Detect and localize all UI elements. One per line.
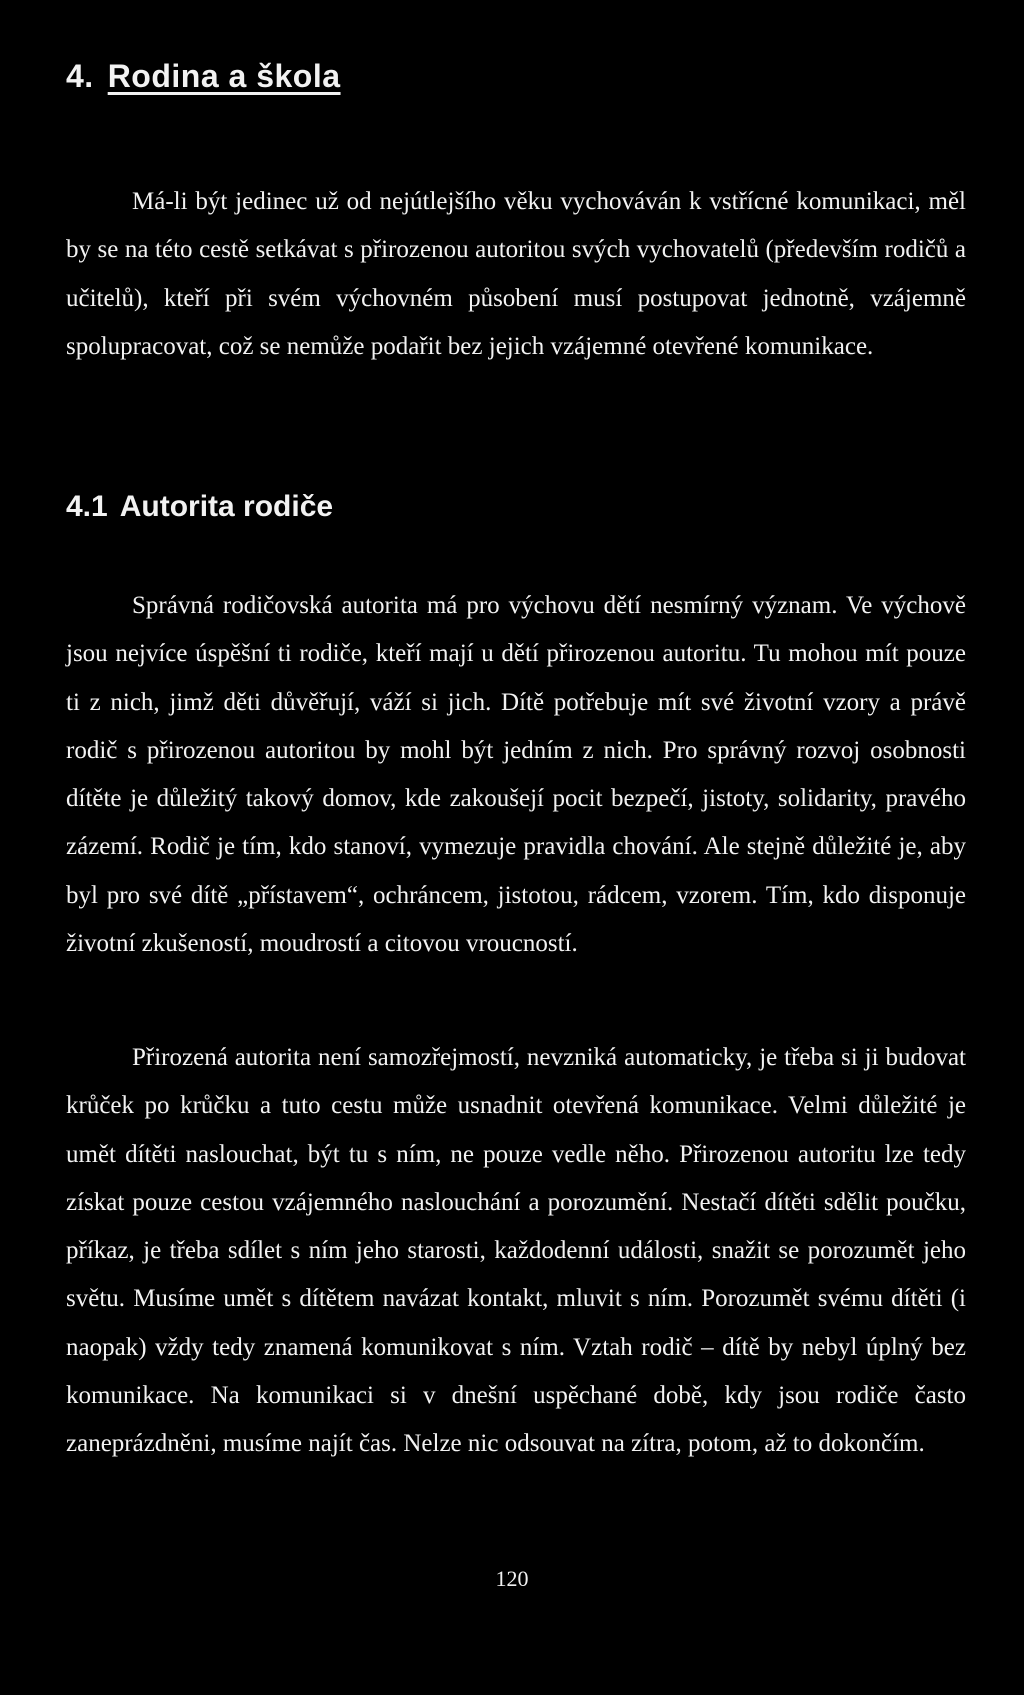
section-number: 4.1 (66, 490, 108, 523)
chapter-intro-paragraph: Má-li být jedinec už od nejútlejšího věku vychováván k vstřícné komunikaci, měl by se na této cestě setkávat s přirozenou autoritou svých vychovatelů (především rodičů a učitelů), kteří při svém výchovném působení musí postupovat jednotně, vzájemně spolupracovat, což se nemůže podařit bez jejich vzájemné otevřené komunikace. (66, 188, 966, 360)
section-paragraph-1: Správná rodičovská autorita má pro výchovu dětí nesmírný význam. Ve výchově jsou nejvíce úspěšní ti rodiče, kteří mají u dětí přirozenou autoritu. Tu mohou mít pouze ti z nich, jimž děti důvěřují, váží si jich. Dítě potřebuje mít své životní vzory a právě rodič s přirozenou autoritou by mohl být jedním z nich. Pro správný rozvoj osobnosti dítěte je důležitý takový domov, kde zakoušejí pocit bezpečí, jistoty, solidarity, pravého zázemí. Rodič je tím, kdo stanoví, vymezuje pravidla chování. Ale stejně důležité je, aby byl pro své dítě „přístavem“, ochráncem, jistotou, rádcem, vzorem. Tím, kdo disponuje životní zkušeností, moudrostí a citovou vroucností. (66, 592, 966, 958)
chapter-number: 4. (66, 58, 94, 94)
chapter-title: Rodina a škola (107, 58, 341, 94)
chapter-heading (66, 58, 341, 95)
section-paragraph-2: Přirozená autorita není samozřejmostí, nevzniká automaticky, je třeba si ji budovat krůček po krůčku a tuto cestu může usnadnit otevřená komunikace. Velmi důležité je umět dítěti naslouchat, být tu s ním, ne pouze vedle něho. Přirozenou autoritu lze tedy získat pouze cestou vzájemného naslouchání a porozumění. Nestačí dítěti sdělit poučku, příkaz, je třeba sdílet s ním jeho starosti, každodenní události, snažit se porozumět jeho světu. Musíme umět s dítětem navázat kontakt, mluvit s ním. Porozumět svému dítěti (i naopak) vždy tedy znamená komunikovat s ním. Vztah rodič – dítě by nebyl úplný bez komunikace. Na komunikaci si v dnešní uspěchané době, kdy jsou rodiče často zaneprázdněni, musíme najít čas. Nelze nic odsouvat na zítra, potom, až to dokončím. (66, 1044, 966, 1458)
section-title: Autorita rodiče (119, 490, 334, 523)
section-heading (66, 490, 333, 524)
page-number: 120 (495, 1566, 529, 1591)
